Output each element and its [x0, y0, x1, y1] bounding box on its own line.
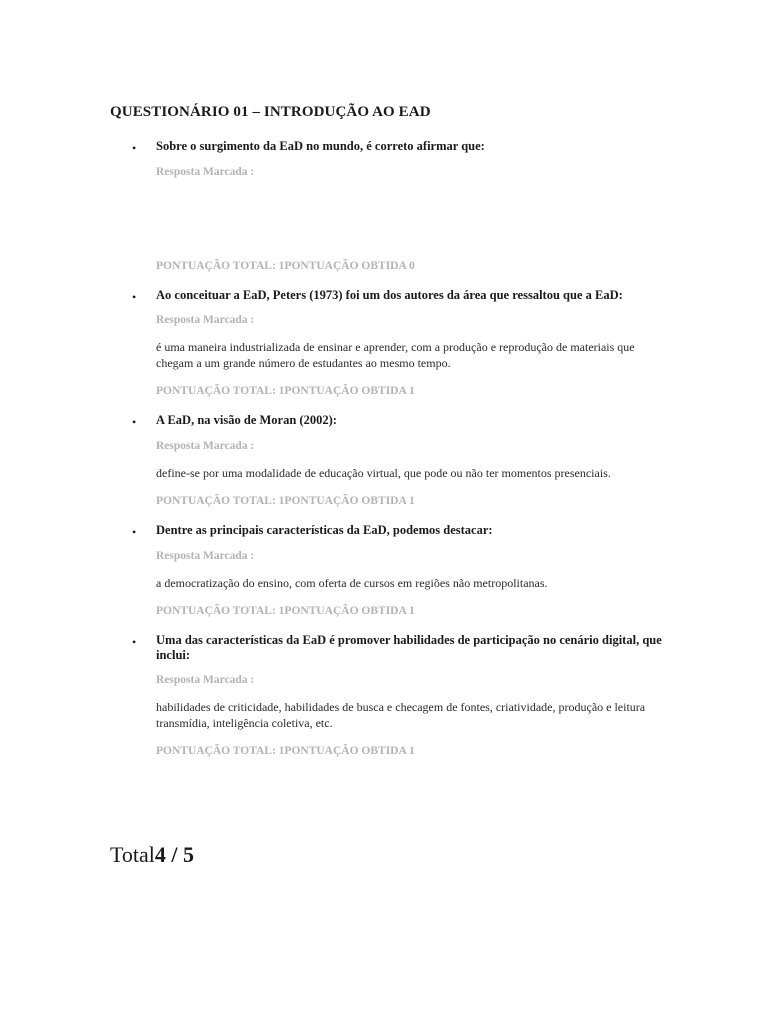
answer-label: Resposta Marcada :	[156, 549, 255, 562]
question-text: Dentre as principais características da EaD, podemos destacar:	[156, 523, 493, 537]
question-item-2	[110, 288, 670, 398]
bullet-icon: •	[132, 635, 137, 649]
questionnaire	[110, 104, 670, 773]
total-score	[110, 842, 194, 868]
bullet-icon: •	[132, 525, 137, 539]
question-text: A EaD, na visão de Moran (2002):	[156, 413, 337, 427]
answer-label: Resposta Marcada :	[156, 439, 255, 452]
answer-text: a democratização do ensino, com oferta de cursos em regiões não metropolitanas.	[156, 575, 548, 590]
score-text: PONTUAÇÃO TOTAL: 1PONTUAÇÃO OBTIDA 1	[156, 385, 415, 397]
total-value: 4 / 5	[154, 842, 195, 867]
question-item-4	[110, 523, 670, 617]
score-text: PONTUAÇÃO TOTAL: 1PONTUAÇÃO OBTIDA 0	[156, 259, 415, 272]
question-item-5	[110, 633, 670, 757]
question-text: Sobre o surgimento da EaD no mundo, é correto afirmar que:	[156, 139, 485, 153]
answer-label: Resposta Marcada :	[156, 674, 255, 686]
answer-text	[156, 192, 670, 246]
question-item-1	[110, 139, 670, 272]
answer-text: define-se por uma modalidade de educação virtual, que pode ou não ter momentos presenciais.	[156, 465, 611, 480]
question-item-3	[110, 413, 670, 507]
question-text: Ao conceituar a EaD, Peters (1973) foi um dos autores da área que ressaltou que a EaD:	[156, 287, 623, 302]
score-text: PONTUAÇÃO TOTAL: 1PONTUAÇÃO OBTIDA 1	[156, 495, 415, 507]
page-title: QUESTIONÁRIO 01 – INTRODUÇÃO AO EAD	[110, 104, 431, 120]
bullet-icon: •	[132, 289, 137, 304]
answer-text: habilidades de criticidade, habilidades de busca e checagem de fontes, criatividade, produção e leitura transmídia, inteligência coletiva, etc.	[156, 700, 646, 730]
score-text: PONTUAÇÃO TOTAL: 1PONTUAÇÃO OBTIDA 1	[156, 745, 415, 757]
answer-text: é uma maneira industrializada de ensinar e aprender, com a produção e reprodução de materiais que chegam a um grande número de estudantes ao mesmo tempo.	[156, 340, 635, 370]
bullet-icon: •	[132, 415, 137, 429]
bullet-icon: •	[132, 141, 137, 155]
question-text: Uma das características da EaD é promover habilidades de participação no cenário digital, que inclui:	[156, 633, 662, 662]
total-label: Total	[110, 842, 155, 867]
answer-label: Resposta Marcada :	[156, 165, 255, 178]
answer-label: Resposta Marcada :	[156, 314, 255, 326]
score-text: PONTUAÇÃO TOTAL: 1PONTUAÇÃO OBTIDA 1	[156, 605, 415, 617]
